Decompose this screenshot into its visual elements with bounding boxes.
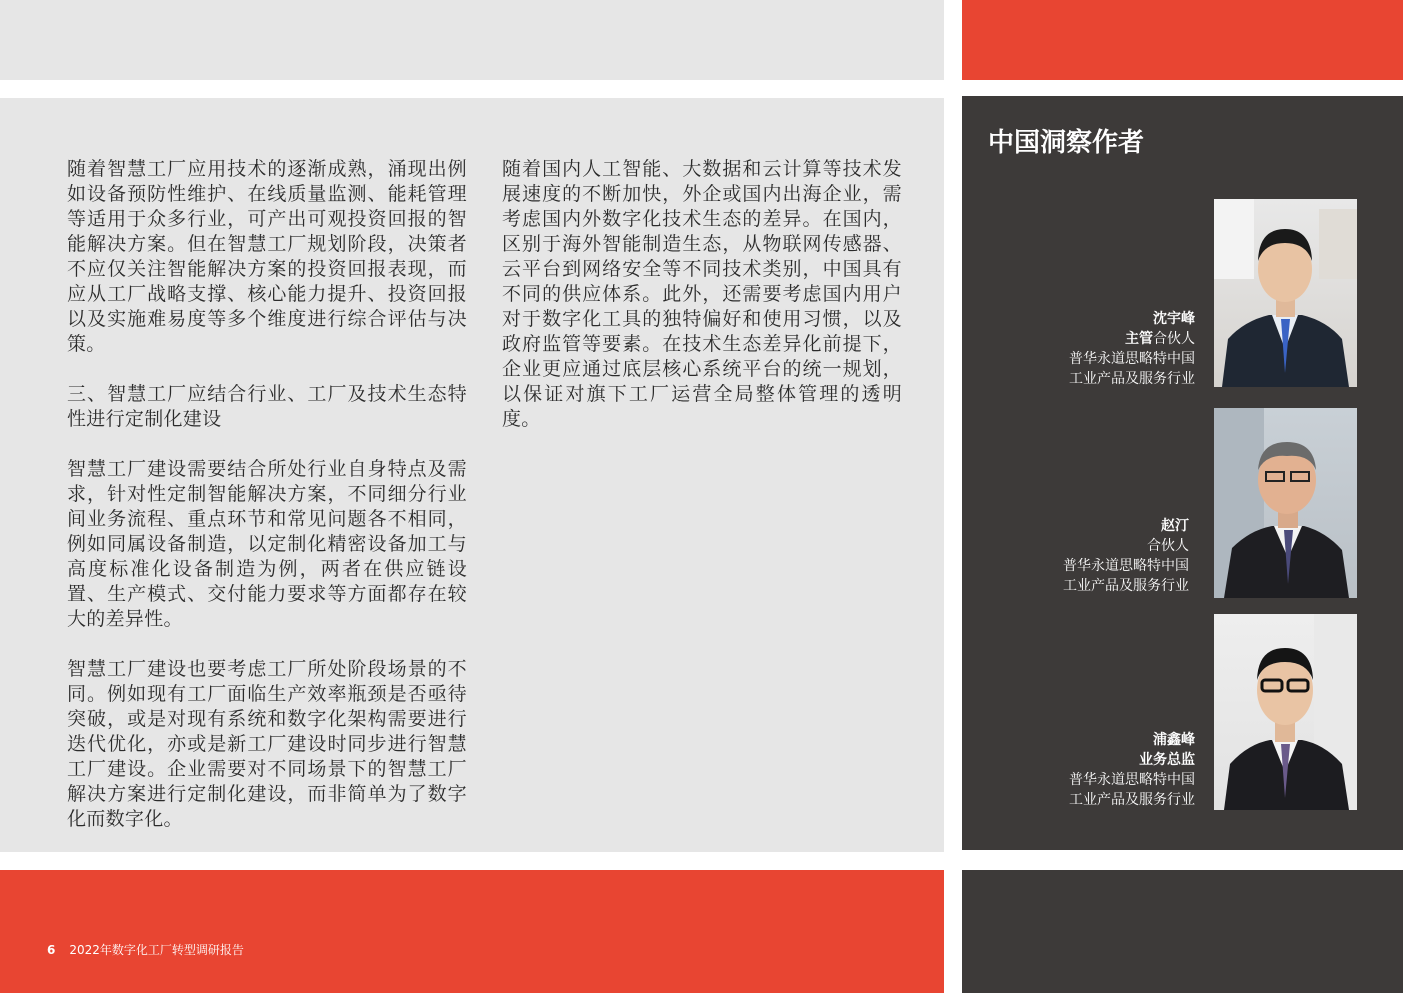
paragraph-2: 智慧工厂建设需要结合所处行业自身特点及需求，针对性定制智能解决方案，不同细分行业间业务流程、重点环节和常见问题各不相同，例如同属设备制造，以定制化精密设备加工与高度标准化设备制造为例，两者在供应链设置、生产模式、交付能力要求等方面都存在较大的差异性。 bbox=[67, 458, 467, 630]
author-dept: 工业产品及服务行业 bbox=[1069, 371, 1195, 387]
author-dept: 工业产品及服务行业 bbox=[1063, 578, 1189, 594]
paragraph-1: 随着智慧工厂应用技术的逐渐成熟，涌现出例如设备预防性维护、在线质量监测、能耗管理等适用于众多行业，可产出可观投资回报的智能解决方案。但在智慧工厂规划阶段，决策者不应仅关注智能解决方案的投资回报表现，而应从工厂战略支撑、核心能力提升、投资回报以及实施难易度等多个维度进行综合评估与决策。 bbox=[67, 158, 467, 355]
author-org: 普华永道思略特中国 bbox=[1069, 772, 1195, 788]
author-org: 普华永道思略特中国 bbox=[1069, 351, 1195, 367]
author-name: 沈宇峰 bbox=[1153, 311, 1195, 327]
author-info-1 bbox=[1069, 309, 1195, 389]
author-title: 主管合伙人 bbox=[1125, 331, 1195, 347]
paragraph-3: 智慧工厂建设也要考虑工厂所处阶段场景的不同。例如现有工厂面临生产效率瓶颈是否亟待突破，或是对现有系统和数字化架构需要进行迭代优化，亦或是新工厂建设时同步进行智慧工厂建设。企业需要对不同场景下的智慧工厂解决方案进行定制化建设，而非简单为了数字化而数字化。 bbox=[67, 658, 467, 830]
author-name: 浦鑫峰 bbox=[1153, 732, 1195, 748]
left-text-column bbox=[67, 157, 467, 857]
sidebar-title: 中国洞察作者 bbox=[988, 128, 1145, 158]
author-title: 业务总监 bbox=[1139, 752, 1195, 768]
page-number: 6 bbox=[47, 943, 56, 957]
footer-dark-band bbox=[962, 870, 1403, 993]
right-text-column bbox=[502, 157, 902, 457]
author-photo-2 bbox=[1214, 408, 1357, 598]
section-heading: 三、智慧工厂应结合行业、工厂及技术生态特性进行定制化建设 bbox=[67, 383, 467, 430]
top-red-band bbox=[962, 0, 1403, 80]
report-title: 2022年数字化工厂转型调研报告 bbox=[69, 943, 244, 957]
author-photo-3 bbox=[1214, 614, 1357, 810]
paragraph-4: 随着国内人工智能、大数据和云计算等技术发展速度的不断加快，外企或国内出海企业，需考虑国内外数字化技术生态的差异。在国内，区别于海外智能制造生态，从物联网传感器、云平台到网络安全等不同技术类别，中国具有不同的供应体系。此外，还需要考虑国内用户对于数字化工具的独特偏好和使用习惯，以及政府监管等要素。在技术生态差异化前提下，企业更应通过底层核心系统平台的统一规划，以保证对旗下工厂运营全局整体管理的透明度。 bbox=[502, 158, 902, 430]
author-photo-1 bbox=[1214, 199, 1357, 387]
author-title: 合伙人 bbox=[1147, 538, 1189, 554]
footer-red-band bbox=[0, 870, 944, 993]
author-dept: 工业产品及服务行业 bbox=[1069, 792, 1195, 808]
top-grey-band bbox=[0, 0, 944, 80]
author-org: 普华永道思略特中国 bbox=[1063, 558, 1189, 574]
author-name: 赵汀 bbox=[1161, 518, 1189, 534]
author-info-3 bbox=[1069, 730, 1195, 810]
footer bbox=[47, 941, 244, 958]
author-info-2 bbox=[1063, 516, 1189, 596]
